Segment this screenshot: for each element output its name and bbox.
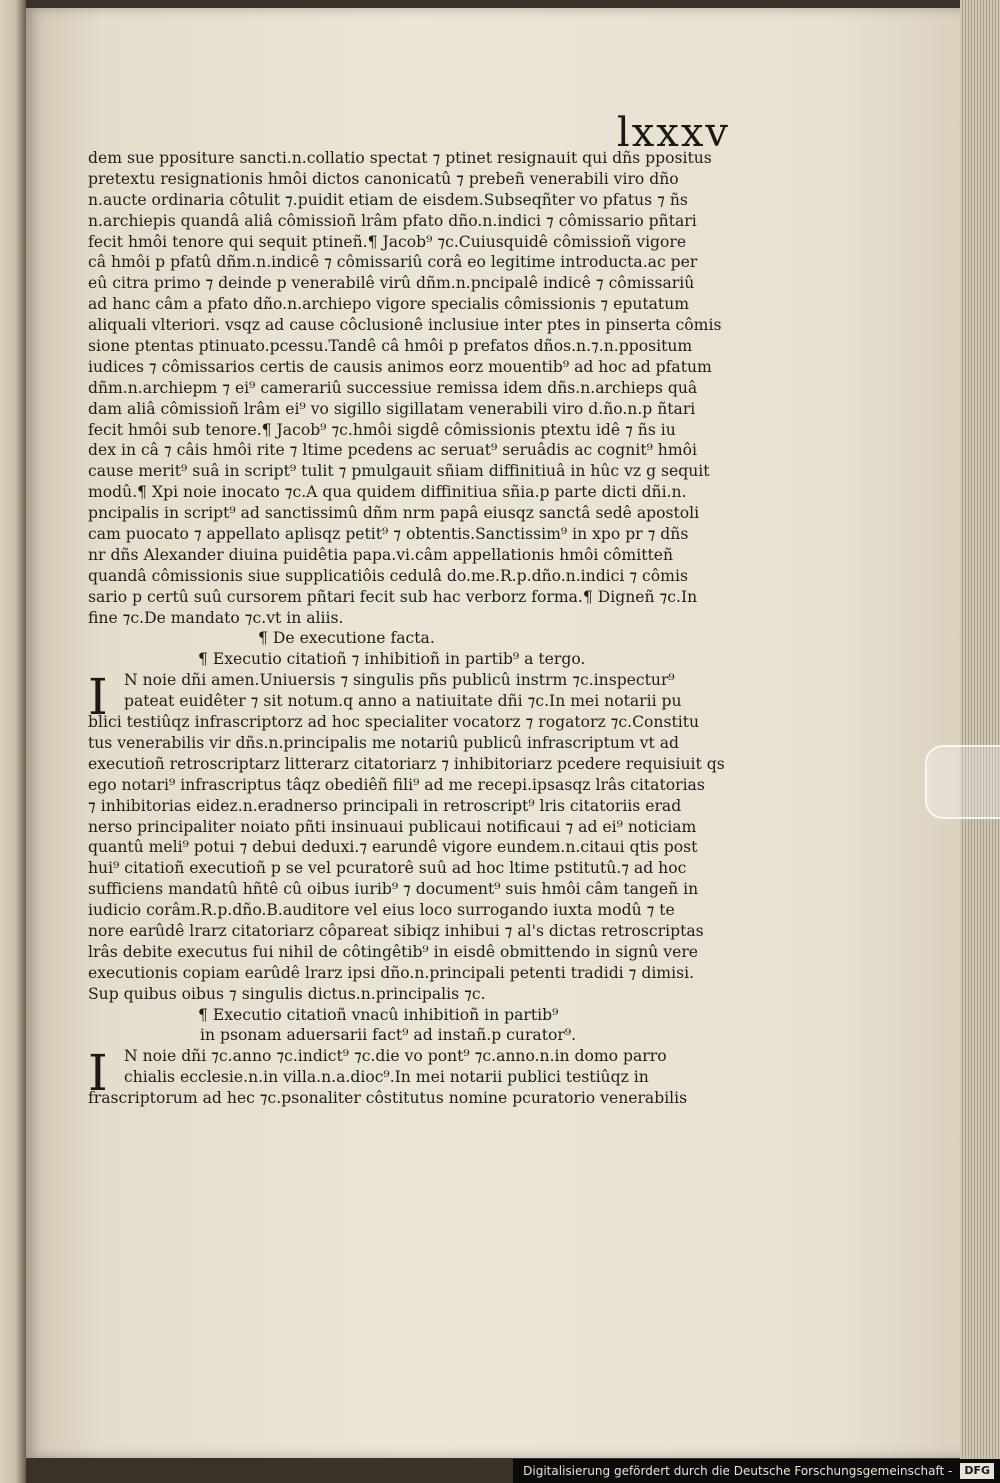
text-line: dam aliâ cômissioñ lrâm ei⁹ vo sigillo sigillatam venerabili viro d.ño.n.p ñtari [88,399,696,418]
text-line: dem sue ppositure sancti.n.collatio spectat ⁊ ptinet resignauit qui dñs ppositus [88,149,712,167]
text-line: sufficiens mandatû hñtê cû oibus iurib⁹ ⁊ document⁹ suis hmôi câm tangeñ in [88,880,699,899]
text-line: cam puocato ⁊ appellato aplisqz petit⁹ ⁊ obtentis.Sanctissim⁹ in xpo pr ⁊ dñs [88,525,689,544]
text-line: dex in câ ⁊ câis hmôi rite ⁊ ltime pcedens ac seruat⁹ seruâdis ac cognit⁹ hmôi [88,441,697,460]
text-line: fecit hmôi tenore qui sequit ptineñ.¶ Jacob⁹ ⁊c.Cuiusquidê cômissioñ vigore [88,232,687,251]
text-line: iudicio corâm.R.p.dño.B.auditore vel eius loco surrogando iuxta modû ⁊ te [88,901,675,920]
text-line: tus venerabilis vir dñs.n.principalis me notariû publicû infrascriptum vt ad [88,733,680,752]
text-line: N noie dñi ⁊c.anno ⁊c.indict⁹ ⁊c.die vo pont⁹ ⁊c.anno.n.in domo parro [124,1047,667,1066]
text-line: pretextu resignationis hmôi dictos canonicatû ⁊ prebeñ venerabili viro dño [88,169,679,188]
footer-text: Digitalisierung gefördert durch die Deutsche Forschungsgemeinschaft - [523,1464,953,1478]
text-line: blici testiûqz infrascriptorz ad hoc specialiter vocatorz ⁊ rogatorz ⁊c.Constitu [88,713,700,732]
paragraph-executio [88,670,738,1004]
section-heading: in psonam aduersarii fact⁹ ad instañ.p curator⁹. [200,1026,577,1045]
text-line: quantû meli⁹ potui ⁊ debui deduxi.⁊ earundê vigore eundem.n.citaui qtis post [88,838,698,857]
text-block [88,148,738,1109]
text-line: nr dñs Alexander diuina puidêtia papa.vi.câm appellationis hmôi cômitteñ [88,545,673,564]
text-line: sario p certû suû cursorem pñtari fecit sub hac verborz forma.¶ Digneñ ⁊c.In [88,587,698,606]
text-line: eû citra primo ⁊ deinde p venerabilê virû dñm.n.pncipalê indicê ⁊ cômissariû [88,274,695,293]
text-line: executionis copiam earûdê lrarz ipsi dño.n.principali petenti tradidi ⁊ dimisi. [88,963,695,982]
text-line: câ hmôi p pfatû dñm.n.indicê ⁊ cômissariû corâ eo legitime introducta.ac per [88,253,698,272]
section-heading: ¶ De executione facta. [258,629,435,648]
text-line: modû.¶ Xpi noie inocato ⁊c.A qua quidem diffinitiua sñia.p parte dicti dñi.n. [88,483,687,502]
page-edges [960,0,1000,1483]
text-line: pateat euidêter ⁊ sit notum.q anno a natiuitate dñi ⁊c.In mei notarii pu [124,692,682,711]
text-line: nerso principaliter noiato pñti insinuaui publicaui notificaui ⁊ ad ei⁹ noticiam [88,817,697,836]
text-line: chialis ecclesie.n.in villa.n.a.dioc⁹.In mei notarii publici testiûqz in [124,1068,649,1087]
dfg-logo-icon: DFG [960,1463,994,1479]
left-page-edge [0,0,26,1483]
initial-letter: I [88,1044,108,1103]
folio-number: lxxxv [616,110,730,156]
text-line: ⁊ inhibitorias eidez.n.eradnerso principali in retroscript⁹ lris citatoriis erad [88,796,682,815]
footer-bar [513,1459,1000,1483]
text-line: nore earûdê lrarz citatoriarz côpareat sibiqz inhibui ⁊ al's dictas retroscriptas [88,921,704,940]
text-line: frascriptorum ad hec ⁊c.psonaliter côstitutus nomine pcuratorio venerabilis [88,1089,688,1108]
text-line: executioñ retroscriptarz litterarz citatoriarz ⁊ inhibitoriarz pcedere requisiuit qs [88,754,725,773]
text-line: Sup quibus oibus ⁊ singulis dictus.n.principalis ⁊c. [88,984,486,1003]
text-line: sione ptentas ptinuato.pcessu.Tandê câ hmôi p prefatos dños.n.⁊.n.ppositum [88,337,693,356]
paragraph-executio-2 [88,1046,738,1109]
page-clip [925,745,1000,819]
text-line: dñm.n.archiepm ⁊ ei⁹ camerariû successiue remissa idem dñs.n.archieps quâ [88,378,698,397]
text-line: n.archiepis quandâ aliâ cômissioñ lrâm pfato dño.n.indici ⁊ cômissario pñtari [88,211,697,230]
text-line: quandâ cômissionis siue supplicatiôis cedulâ do.me.R.p.dño.n.indici ⁊ cômis [88,566,688,585]
section-heading: ¶ Executio citatioñ ⁊ inhibitioñ in partib⁹ a tergo. [198,650,586,669]
text-line: fecit hmôi sub tenore.¶ Jacob⁹ ⁊c.hmôi sigdê cômissionis ptextu idê ⁊ ñs iu [88,420,676,439]
text-line: ad hanc câm a pfato dño.n.archiepo vigore specialis cômissionis ⁊ eputatum [88,295,690,314]
text-line: lrâs debite executus fui nihil de côtingêtib⁹ in eisdê obmittendo in signû vere [88,942,698,961]
text-line: N noie dñi amen.Uniuersis ⁊ singulis pñs publicû instrm ⁊c.inspectur⁹ [124,671,675,690]
text-line: iudices ⁊ cômissarios certis de causis animos eorz mouentib⁹ ad hoc ad pfatum [88,357,712,376]
text-line: n.aucte ordinaria côtulit ⁊.puidit etiam de eisdem.Subseqñter vo pfatus ⁊ ñs [88,190,688,209]
text-line: pncipalis in script⁹ ad sanctissimû dñm nrm papâ eiusqz sanctâ sedê apostoli [88,504,700,523]
text-line: fine ⁊c.De mandato ⁊c.vt in aliis. [88,608,344,627]
text-line: aliquali vlteriori. vsqz ad cause côclusionê inclusiue inter ptes in pinserta cômis [88,316,722,335]
text-line: cause merit⁹ suâ in script⁹ tulit ⁊ pmulgauit sñiam diffinitiuâ in hûc vz g sequit [88,462,710,481]
section-heading: ¶ Executio citatioñ vnacû inhibitioñ in partib⁹ [198,1005,559,1024]
text-line: ego notari⁹ infrascriptus tâqz obediêñ fili⁹ ad me recepi.ipsasqz lrâs citatorias [88,775,705,794]
initial-letter: I [88,668,108,727]
text-line: hui⁹ citatioñ executioñ p se vel pcuratorê suû ad hoc ltime pstitutû.⁊ ad hoc [88,859,687,878]
